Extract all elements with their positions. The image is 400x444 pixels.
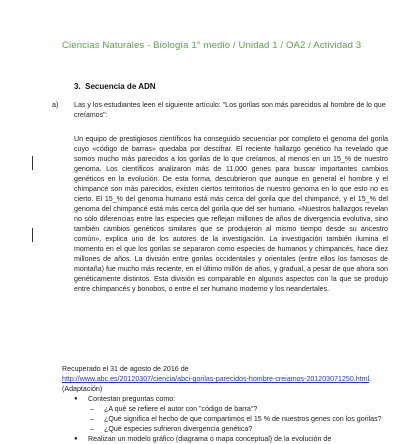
list-item: ● Realizan un modelo gráfico (diagrama o mapa conceptual) de la evolución de bbox=[74, 434, 390, 444]
item-intro: Las y los estudiantes leen el siguiente artículo: "Los gorilas son más parecidos al hombre de lo que creíamos": bbox=[74, 101, 386, 119]
question-item: – ¿A qué se refiere el autor con "código de barra"? bbox=[74, 404, 390, 414]
reference-link[interactable]: http://www.abc.es/20120307/ciencia/abci-gorilas-parecidos-hombre-creiamos-201203071250.html bbox=[62, 375, 370, 383]
section-number: 3. bbox=[74, 82, 81, 91]
article-text: Un equipo de prestigiosos científicos ha conseguido secuenciar por completo el genoma del gorila cuyo «código de barras» quedaba por descifrar. El reciente hallazgo genético ha revelado que somos mucho más parecidos a los gorilas de lo que creíamos, al menos en un 15_% de nuestro genoma. Los científicos analizaron más de 11.000 genes para buscar importantes cambios genéticos en la evolución. De esta forma, descubrieron que aunque en general el hombre y el chimpancé son más parecidos, existen ciertos territorios de nuestro genoma en lo que esto no es cierto. El 15_% del genoma humano está más cerca del gorila que del chimpancé, y el 15_% del genoma del chimpancé está más cerca del gorila que del ser humano. «Nuestros hallazgos revelan no sólo diferencias entre las especies que reflejan millones de años de divergencia evolutiva, sino también cambios genéticos similares que se produjeron al mismo tiempo desde su ancestro común», explica uno de los autores de la investigación. La investigación también ilumina el momento en el que los gorilas se separaron como especies de humanos y chimpancés, hace diez millones de años. La división entre gorilas occidentales y orientales (entre ellos los famosos de montaña) fue mucho más reciente, en el último millón de años, y gradual, a pesar de que ahora son genéticamente distintos. Esta división es comparable en algunos aspectos con la que se produjo entre chimpancés y bonobos, o entre el ser humano moderno y los neandertales. bbox=[74, 135, 388, 293]
task-list bbox=[74, 394, 390, 444]
section-heading bbox=[74, 82, 156, 91]
source-reference bbox=[62, 364, 392, 394]
item-marker: a) bbox=[52, 101, 59, 109]
reference-prefix: Recuperado el 31 de agosto de 2016 de bbox=[62, 365, 189, 373]
text-cursor bbox=[32, 228, 33, 242]
question-item: – ¿Qué significa el hecho de que compartimos el 15 % de nuestros genes con los gorilas? bbox=[74, 414, 390, 424]
item-body bbox=[74, 100, 388, 294]
reference-suffix: . (Adaptación) bbox=[62, 375, 372, 393]
text-cursor bbox=[32, 156, 33, 170]
list-item: ● Contestan preguntas como: bbox=[74, 394, 390, 404]
page-breadcrumb: Ciencias Naturales - Biología 1° medio / Unidad 1 / OA2 / Actividad 3 bbox=[62, 40, 362, 51]
section-title: Secuencia de ADN bbox=[85, 82, 156, 91]
question-item: – ¿Qué especies sufrieron divergencia genética? bbox=[74, 424, 390, 434]
